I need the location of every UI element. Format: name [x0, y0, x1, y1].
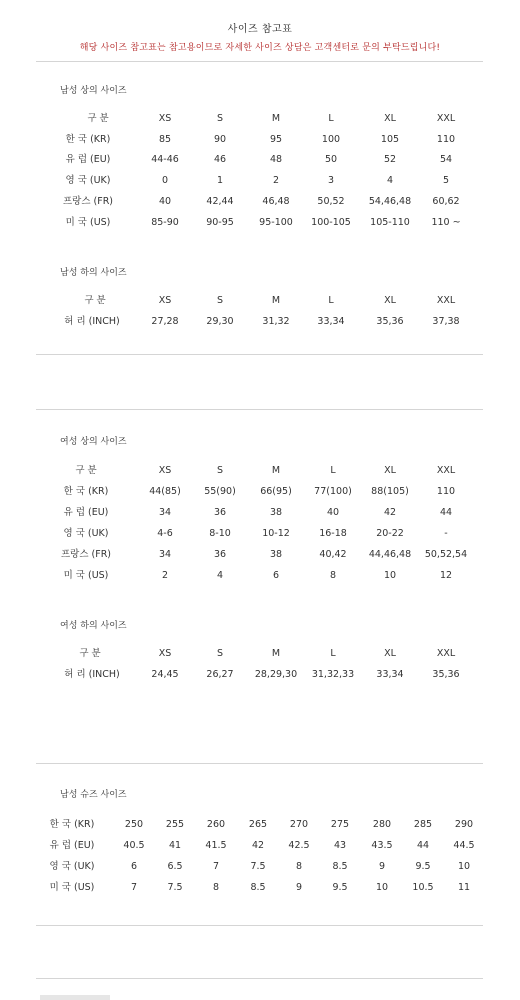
table-cell: 54,46,48: [368, 196, 412, 207]
table-cell: 52: [383, 154, 397, 165]
column-header: L: [330, 465, 336, 476]
table-row: [0, 153, 520, 167]
column-header: XL: [384, 113, 396, 124]
section-title-men-top: 남성 상의 사이즈: [60, 86, 127, 96]
table-cell: 3: [327, 175, 335, 186]
table-cell: 44: [439, 507, 453, 518]
column-header: M: [271, 648, 281, 659]
table-cell: 110 ~: [431, 217, 461, 228]
table-cell: 110: [436, 134, 456, 145]
table-cell: 7.5: [167, 882, 183, 893]
table-cell: 43: [333, 840, 347, 851]
table-cell: 10-12: [262, 528, 290, 539]
table-row: [0, 506, 520, 520]
table-row: [0, 195, 520, 209]
table-cell: 31,32: [262, 316, 290, 327]
column-header: XS: [158, 465, 172, 476]
table-cell: 42: [383, 507, 397, 518]
table-cell: 29,30: [206, 316, 234, 327]
column-header: XS: [158, 295, 172, 306]
column-header: 구 분: [84, 295, 106, 306]
column-header: XXL: [436, 648, 456, 659]
table-cell: 90: [213, 134, 227, 145]
table-cell: 88(105): [371, 486, 409, 497]
row-label: 프랑스 (FR): [62, 196, 114, 207]
column-header: S: [216, 465, 224, 476]
table-row: [0, 569, 520, 583]
table-header-row: [0, 294, 520, 308]
table-cell: 255: [165, 819, 185, 830]
table-cell: 36: [213, 507, 227, 518]
table-cell: 44: [416, 840, 430, 851]
table-cell: 2: [272, 175, 280, 186]
table-row: [0, 860, 520, 874]
table-cell: 31,32,33: [311, 669, 355, 680]
divider: [36, 763, 483, 764]
table-cell: 100: [321, 134, 341, 145]
column-header: XS: [158, 113, 172, 124]
column-header: 구 분: [75, 465, 97, 476]
table-row: [0, 485, 520, 499]
table-cell: 50: [324, 154, 338, 165]
table-cell: 4-6: [157, 528, 173, 539]
table-cell: 40,42: [319, 549, 347, 560]
table-row: [0, 839, 520, 853]
table-cell: 12: [439, 570, 453, 581]
table-cell: 280: [372, 819, 392, 830]
table-cell: 9.5: [415, 861, 431, 872]
row-label: 허 리 (INCH): [64, 316, 120, 327]
divider: [36, 354, 483, 355]
table-cell: 33,34: [317, 316, 345, 327]
table-header-row: [0, 647, 520, 661]
cropped-next-section: [40, 995, 110, 1000]
table-cell: 44-46: [151, 154, 179, 165]
table-row: [0, 527, 520, 541]
table-cell: 90-95: [206, 217, 234, 228]
table-cell: 1: [216, 175, 224, 186]
table-cell: 35,36: [376, 316, 404, 327]
table-cell: 5: [442, 175, 450, 186]
row-label: 한 국 (KR): [49, 819, 95, 830]
column-header: L: [328, 295, 334, 306]
table-cell: 42.5: [288, 840, 310, 851]
table-cell: 105-110: [370, 217, 410, 228]
table-cell: 10.5: [412, 882, 434, 893]
row-label: 영 국 (UK): [49, 861, 95, 872]
table-header-row: [0, 112, 520, 126]
table-cell: 6: [130, 861, 138, 872]
table-cell: 110: [436, 486, 456, 497]
row-label: 미 국 (US): [63, 570, 109, 581]
table-cell: 34: [158, 507, 172, 518]
table-row: [0, 668, 520, 682]
table-cell: 105: [380, 134, 400, 145]
table-row: [0, 881, 520, 895]
table-cell: 95: [269, 134, 283, 145]
column-header: M: [271, 465, 281, 476]
row-label: 한 국 (KR): [63, 486, 109, 497]
table-cell: 7.5: [250, 861, 266, 872]
table-cell: 36: [213, 549, 227, 560]
divider: [36, 409, 483, 410]
table-cell: 40.5: [123, 840, 145, 851]
row-label: 영 국 (UK): [63, 528, 109, 539]
table-cell: 24,45: [151, 669, 179, 680]
column-header: XXL: [436, 465, 456, 476]
table-cell: 260: [206, 819, 226, 830]
table-cell: 10: [375, 882, 389, 893]
table-cell: 54: [439, 154, 453, 165]
table-cell: 27,28: [151, 316, 179, 327]
table-cell: 2: [161, 570, 169, 581]
table-cell: 38: [269, 507, 283, 518]
table-row: [0, 315, 520, 329]
row-label: 유 럽 (EU): [65, 154, 111, 165]
table-cell: 50,52: [317, 196, 345, 207]
column-header: S: [216, 113, 224, 124]
table-row: [0, 133, 520, 147]
table-cell: 8-10: [209, 528, 231, 539]
row-label: 미 국 (US): [49, 882, 95, 893]
divider: [36, 61, 483, 62]
table-cell: 8.5: [332, 861, 348, 872]
table-cell: 11: [457, 882, 471, 893]
table-cell: 40: [158, 196, 172, 207]
table-cell: 275: [330, 819, 350, 830]
table-cell: 250: [124, 819, 144, 830]
table-cell: 44,46,48: [368, 549, 412, 560]
table-cell: 7: [130, 882, 138, 893]
table-cell: 6: [272, 570, 280, 581]
table-cell: 37,38: [432, 316, 460, 327]
table-cell: 41.5: [205, 840, 227, 851]
table-cell: 100-105: [311, 217, 351, 228]
table-cell: 38: [269, 549, 283, 560]
table-cell: 10: [457, 861, 471, 872]
table-cell: 8: [295, 861, 303, 872]
row-label: 영 국 (UK): [65, 175, 111, 186]
section-title-men-shoes: 남성 슈즈 사이즈: [60, 790, 127, 800]
table-cell: 7: [212, 861, 220, 872]
table-cell: 66(95): [260, 486, 292, 497]
table-cell: 265: [248, 819, 268, 830]
table-cell: 41: [168, 840, 182, 851]
table-cell: 33,34: [376, 669, 404, 680]
table-cell: 35,36: [432, 669, 460, 680]
section-title-men-bottom: 남성 하의 사이즈: [60, 268, 127, 278]
table-cell: 4: [386, 175, 394, 186]
page-title: 사이즈 참고표: [227, 24, 293, 35]
column-header: 구 분: [79, 648, 101, 659]
table-cell: 9: [295, 882, 303, 893]
column-header: XXL: [436, 295, 456, 306]
column-header: XS: [158, 648, 172, 659]
table-cell: 0: [161, 175, 169, 186]
table-cell: 10: [383, 570, 397, 581]
table-cell: 16-18: [319, 528, 347, 539]
table-cell: 46,48: [262, 196, 290, 207]
row-label: 유 럽 (EU): [63, 507, 109, 518]
column-header: L: [328, 113, 334, 124]
row-label: 미 국 (US): [65, 217, 111, 228]
table-cell: 95-100: [259, 217, 293, 228]
notice-text: 해당 사이즈 참고표는 참고용이므로 자세한 사이즈 상담은 고객센터로 문의 부탁드립니다!: [79, 43, 441, 53]
table-cell: 55(90): [204, 486, 236, 497]
table-row: [0, 548, 520, 562]
section-title-women-bottom: 여성 하의 사이즈: [60, 621, 127, 631]
column-header: XL: [384, 295, 396, 306]
table-cell: 44(85): [149, 486, 181, 497]
table-row: [0, 216, 520, 230]
table-cell: 46: [213, 154, 227, 165]
column-header: L: [330, 648, 336, 659]
column-header: XL: [384, 465, 396, 476]
table-cell: 9.5: [332, 882, 348, 893]
table-cell: 42: [251, 840, 265, 851]
column-header: XXL: [436, 113, 456, 124]
table-cell: 77(100): [314, 486, 352, 497]
table-header-row: [0, 464, 520, 478]
table-cell: 42,44: [206, 196, 234, 207]
table-cell: 20-22: [376, 528, 404, 539]
divider: [36, 978, 483, 979]
table-cell: -: [444, 528, 448, 539]
table-cell: 48: [269, 154, 283, 165]
column-header: S: [216, 648, 224, 659]
column-header: M: [271, 113, 281, 124]
table-cell: 4: [216, 570, 224, 581]
table-cell: 8: [212, 882, 220, 893]
row-label: 유 럽 (EU): [49, 840, 95, 851]
section-title-women-top: 여성 상의 사이즈: [60, 437, 127, 447]
table-cell: 8: [329, 570, 337, 581]
table-row: [0, 818, 520, 832]
table-cell: 85: [158, 134, 172, 145]
column-header: S: [216, 295, 224, 306]
table-cell: 270: [289, 819, 309, 830]
row-label: 프랑스 (FR): [60, 549, 112, 560]
table-row: [0, 174, 520, 188]
table-cell: 60,62: [432, 196, 460, 207]
table-cell: 28,29,30: [254, 669, 298, 680]
table-cell: 285: [413, 819, 433, 830]
table-cell: 8.5: [250, 882, 266, 893]
table-cell: 9: [378, 861, 386, 872]
column-header: XL: [384, 648, 396, 659]
table-cell: 85-90: [151, 217, 179, 228]
table-cell: 40: [326, 507, 340, 518]
table-cell: 44.5: [453, 840, 475, 851]
table-cell: 26,27: [206, 669, 234, 680]
column-header: M: [271, 295, 281, 306]
table-cell: 43.5: [371, 840, 393, 851]
column-header: 구 분: [87, 113, 109, 124]
table-cell: 290: [454, 819, 474, 830]
row-label: 한 국 (KR): [65, 134, 111, 145]
table-cell: 50,52,54: [424, 549, 468, 560]
table-cell: 34: [158, 549, 172, 560]
row-label: 허 리 (INCH): [64, 669, 120, 680]
table-cell: 6.5: [167, 861, 183, 872]
divider: [36, 925, 483, 926]
